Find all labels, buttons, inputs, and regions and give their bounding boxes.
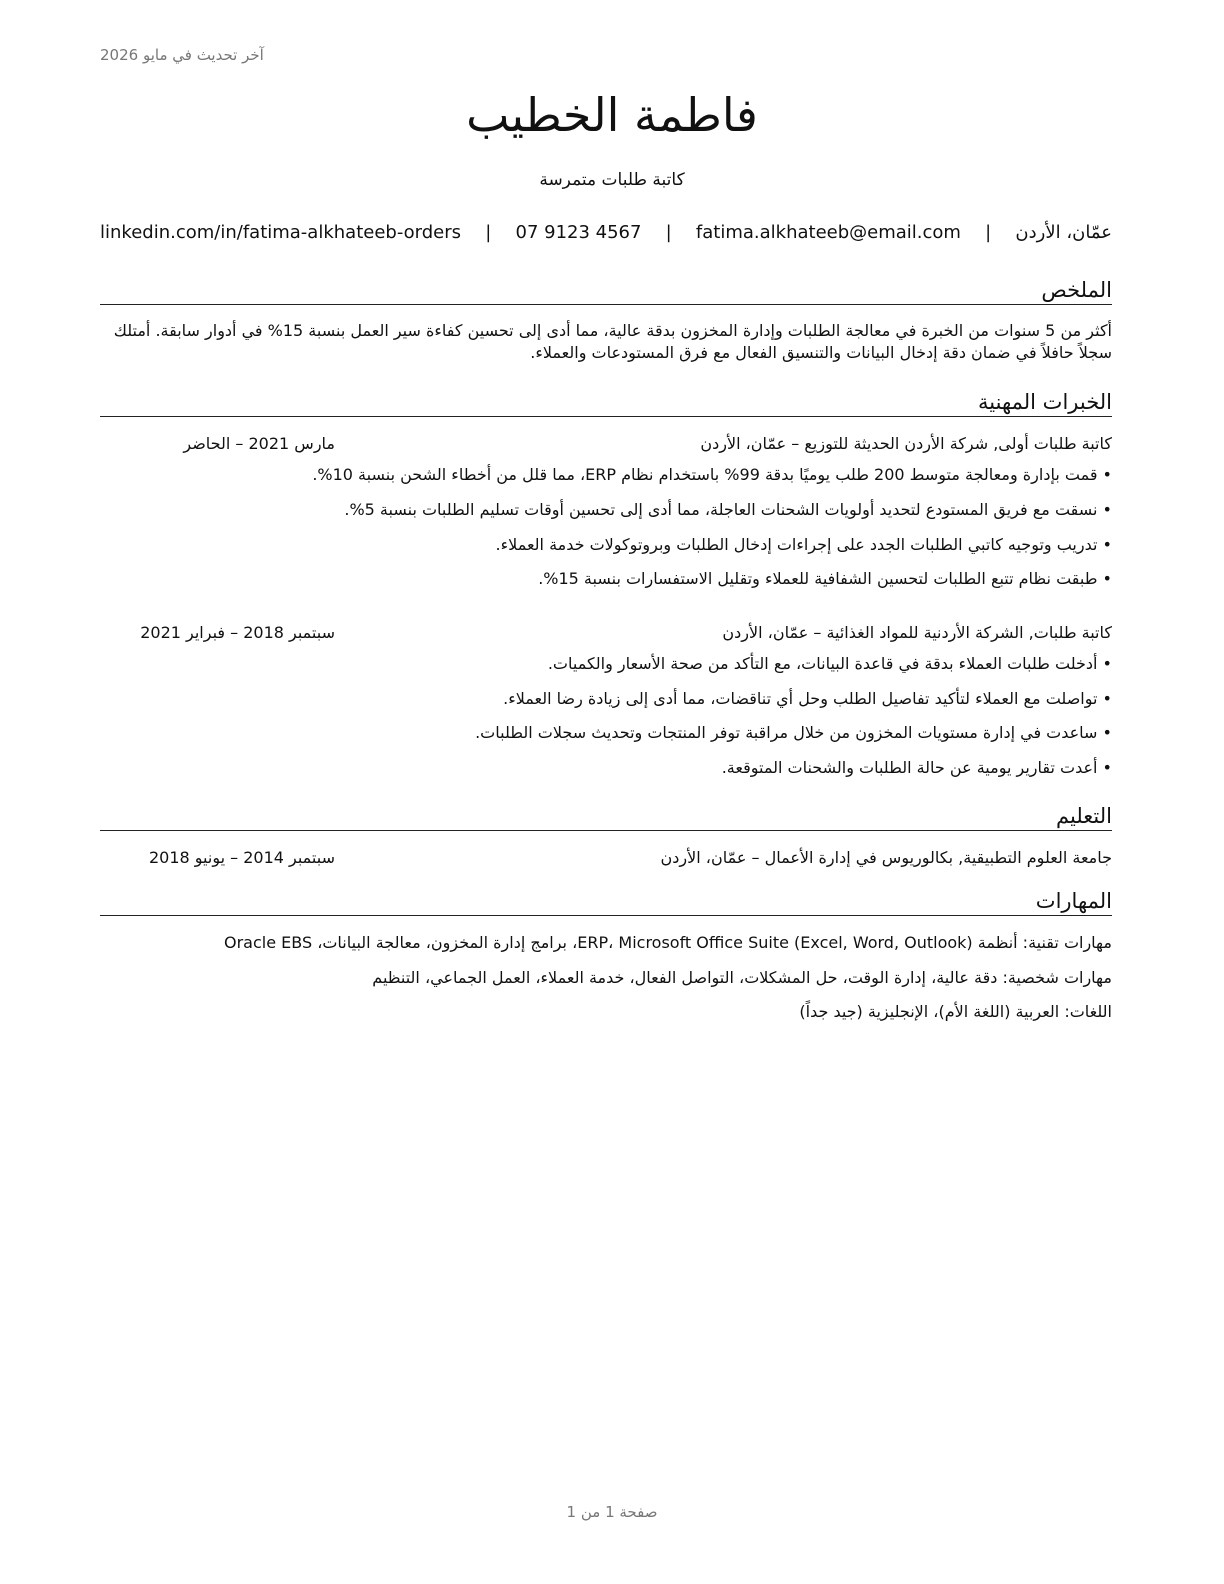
page-number: صفحة 1 من 1 <box>566 1503 658 1521</box>
contact-separator: | <box>485 222 492 243</box>
job-header <box>100 622 1112 644</box>
skills-soft: مهارات شخصية: دقة عالية، إدارة الوقت، حل المشكلات، التواصل الفعال، خدمة العملاء، العمل الجماعي، التنظيم <box>372 968 1112 987</box>
skills-technical: مهارات تقنية: أنظمة ERP، Microsoft Office Suite (Excel, Word, Outlook)، برامج إدارة المخزون، معالجة البيانات، Oracle EBS <box>224 933 1112 952</box>
skills-languages: اللغات: العربية (اللغة الأم)، الإنجليزية (جيد جداً) <box>799 1002 1112 1021</box>
job-bullet: • نسقت مع فريق المستودع لتحديد أولويات الشحنات العاجلة، مما أدى إلى تحسين أوقات تسليم الطلبات بنسبة 5%. <box>100 499 1112 521</box>
job-bullet: • أعدت تقارير يومية عن حالة الطلبات والشحنات المتوقعة. <box>100 757 1112 779</box>
job-bullet: • ساعدت في إدارة مستويات المخزون من خلال مراقبة توفر المنتجات وتحديث سجلات الطلبات. <box>100 722 1112 744</box>
last-updated: آخر تحديث في مايو 2026 <box>100 46 264 64</box>
job-title: كاتبة طلبات متمرسة <box>539 170 685 190</box>
job-title-line: كاتبة طلبات أولى, شركة الأردن الحديثة للتوزيع – عمّان، الأردن <box>700 434 1112 453</box>
contact-phone: 07 9123 4567 <box>515 222 642 243</box>
job-title-line: كاتبة طلبات, الشركة الأردنية للمواد الغذائية – عمّان، الأردن <box>722 623 1112 642</box>
section-heading-summary: الملخص <box>100 277 1112 305</box>
education-dates: سبتمبر 2014 – يونيو 2018 <box>148 848 335 867</box>
contact-separator: | <box>985 222 992 243</box>
education-line: جامعة العلوم التطبيقية, بكالوريوس في إدارة الأعمال – عمّان، الأردن <box>660 848 1112 867</box>
job-header <box>100 433 1112 455</box>
job-bullet: • قمت بإدارة ومعالجة متوسط 200 طلب يوميًا بدقة 99% باستخدام نظام ERP، مما قلل من أخطاء الشحن بنسبة 10%. <box>100 464 1112 486</box>
job-bullet: • تدريب وتوجيه كاتبي الطلبات الجدد على إجراءات إدخال الطلبات وبروتوكولات خدمة العملاء. <box>100 534 1112 556</box>
section-heading-skills: المهارات <box>100 888 1112 916</box>
candidate-name: فاطمة الخطيب <box>466 88 758 142</box>
contact-location: عمّان، الأردن <box>1015 222 1112 243</box>
section-heading-experience: الخبرات المهنية <box>100 389 1112 417</box>
contact-line <box>100 222 1112 243</box>
job-bullet: • أدخلت طلبات العملاء بدقة في قاعدة البيانات، مع التأكد من صحة الأسعار والكميات. <box>100 653 1112 675</box>
job-dates: سبتمبر 2018 – فبراير 2021 <box>140 623 335 642</box>
job-bullet: • تواصلت مع العملاء لتأكيد تفاصيل الطلب وحل أي تناقضات، مما أدى إلى زيادة رضا العملاء. <box>100 688 1112 710</box>
contact-linkedin[interactable]: linkedin.com/in/fatima-alkhateeb-orders <box>100 222 462 243</box>
section-heading-education: التعليم <box>100 803 1112 831</box>
summary-text: أكثر من 5 سنوات من الخبرة في معالجة الطلبات وإدارة المخزون بدقة عالية، مما أدى إلى تحسين كفاءة سير العمل بنسبة 15% في أدوار سابقة. أمتلك سجلاً حافلاً في ضمان دقة إدخال البيانات والتنسيق الفعال مع فرق المستودعات والعملاء. <box>113 321 1112 362</box>
education-entry <box>100 847 1112 869</box>
job-bullet: • طبقت نظام تتبع الطلبات لتحسين الشفافية للعملاء وتقليل الاستفسارات بنسبة 15%. <box>100 568 1112 590</box>
contact-email[interactable]: fatima.alkhateeb@email.com <box>695 222 961 243</box>
job-dates: مارس 2021 – الحاضر <box>183 434 335 453</box>
contact-separator: | <box>665 222 672 243</box>
